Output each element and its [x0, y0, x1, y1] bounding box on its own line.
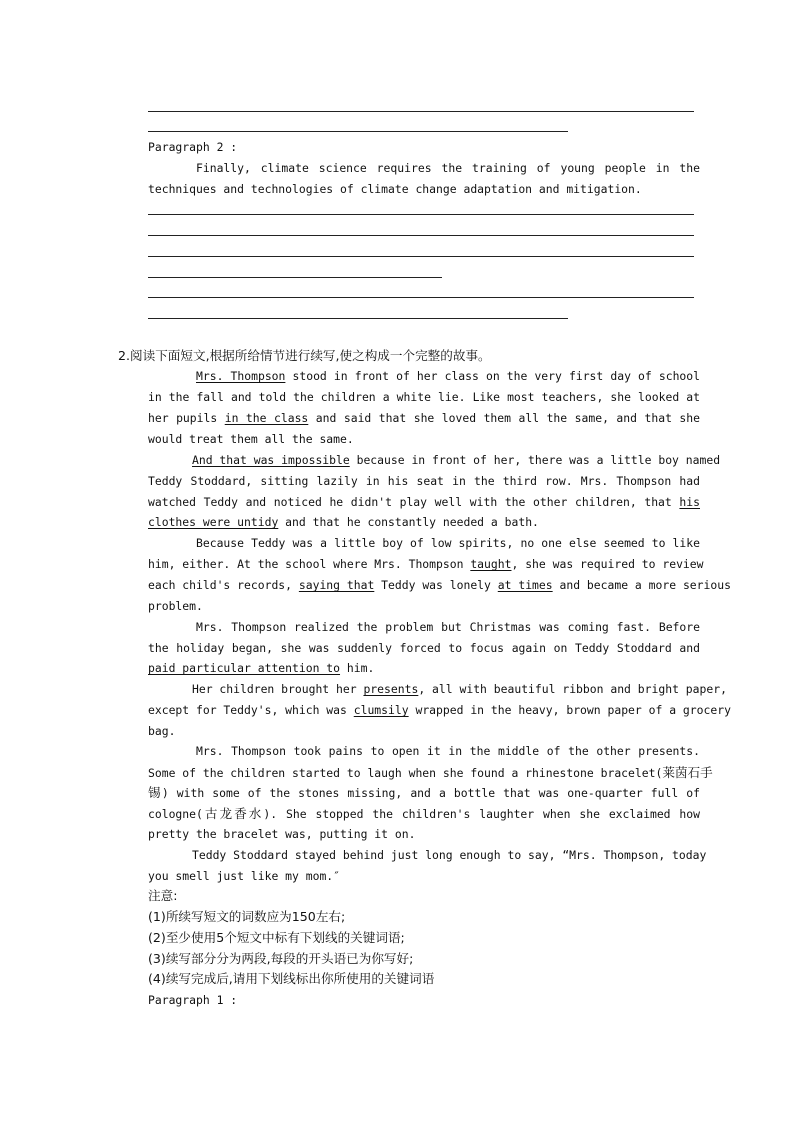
key-phrase: clothes were untidy	[148, 515, 279, 529]
answer-line	[148, 214, 694, 215]
paragraph-2-opening-line: Finally, climate science requires the training of young people in the	[196, 161, 700, 175]
answer-line	[148, 111, 694, 112]
story-text: watched Teddy and noticed he didn't play well with the other children, that	[148, 495, 680, 509]
story-line	[148, 575, 731, 596]
key-phrase: Mrs. Thompson	[196, 369, 286, 383]
story-text: because in front of her, there was a little boy named	[349, 453, 721, 467]
story-text: ) with some of the stones missing, and a bottle that was one-quarter full of	[161, 786, 700, 800]
story-text: wrapped in the heavy, brown paper of a grocery	[408, 703, 731, 717]
key-phrase: his	[679, 495, 700, 509]
answer-line	[148, 318, 568, 319]
story-line: Mrs. Thompson took pains to open it in the middle of the other presents.	[196, 744, 700, 758]
story-text: Her children brought her	[192, 682, 364, 696]
story-text: and said that she loved them all the same, and that she	[308, 411, 700, 425]
story-line: Teddy Stoddard stayed behind just long enough to say, “Mrs. Thompson, today	[192, 848, 707, 862]
note-item: (1)所续写短文的词数应为150左右;	[148, 909, 346, 924]
answer-line	[148, 256, 694, 257]
answer-line	[148, 235, 694, 236]
story-line: would treat them all the same.	[148, 432, 354, 446]
story-line	[148, 700, 731, 721]
story-text-cjk: 古龙香水	[202, 806, 264, 821]
answer-line	[148, 277, 442, 278]
notes-title: 注意:	[148, 888, 178, 903]
story-text: ). She stopped the children's laughter when she exclaimed how	[263, 807, 700, 821]
answer-line	[148, 131, 568, 132]
story-text: stood in front of her class on the very first day of school	[285, 369, 701, 383]
question-instruction: 2.阅读下面短文,根据所给情节进行续写,使之构成一个完整的故事。	[118, 348, 491, 363]
story-line: in the fall and told the children a white lie. Like most teachers, she looked at	[148, 390, 700, 404]
story-line	[148, 803, 700, 825]
note-item: (2)至少使用5个短文中标有下划线的关键词语;	[148, 930, 405, 945]
story-line: Teddy Stoddard, sitting lazily in his seat in the third row. Mrs. Thompson had	[148, 474, 700, 488]
story-text: Teddy was lonely	[374, 578, 498, 592]
story-text-cjk: 锡	[148, 785, 162, 800]
story-text: , all with beautiful ribbon and bright paper,	[418, 682, 727, 696]
story-line	[148, 762, 713, 784]
note-item: (4)续写完成后,请用下划线标出你所使用的关键词语	[148, 971, 435, 986]
story-text: each child's records,	[148, 578, 299, 592]
answer-line	[148, 297, 694, 298]
story-text: him.	[340, 661, 375, 675]
story-line	[148, 679, 727, 700]
story-text: and that he constantly needed a bath.	[278, 515, 539, 529]
key-phrase: paid particular attention to	[148, 661, 341, 675]
key-phrase: at times	[497, 578, 553, 592]
story-line	[148, 366, 700, 387]
key-phrase: And that was impossible	[192, 453, 350, 467]
story-line	[148, 492, 700, 513]
story-line	[148, 450, 721, 471]
story-text: Some of the children started to laugh when she found a rhinestone bracelet(	[148, 766, 663, 780]
story-line	[148, 554, 704, 575]
paragraph-1-label: Paragraph 1 :	[148, 993, 238, 1007]
story-text-cjk: 莱茵石手	[662, 765, 713, 780]
paragraph-2-opening-line: techniques and technologies of climate change adaptation and mitigation.	[148, 182, 642, 196]
key-phrase: saying that	[298, 578, 375, 592]
story-line: you smell just like my mom.″	[148, 869, 341, 883]
key-phrase: taught	[470, 557, 512, 571]
story-text: cologne(	[148, 807, 203, 821]
story-text: her pupils	[148, 411, 225, 425]
story-line: Because Teddy was a little boy of low spirits, no one else seemed to like	[196, 536, 700, 550]
key-phrase: in the class	[224, 411, 309, 425]
story-line	[148, 408, 700, 429]
story-line: the holiday began, she was suddenly forced to focus again on Teddy Stoddard and	[148, 641, 700, 655]
story-line: pretty the bracelet was, putting it on.	[148, 827, 416, 841]
story-line	[148, 658, 700, 679]
story-text: and became a more serious	[552, 578, 731, 592]
story-line: problem.	[148, 599, 203, 613]
key-phrase: clumsily	[353, 703, 409, 717]
story-text: him, either. At the school where Mrs. Thompson	[148, 557, 471, 571]
story-text: except for Teddy's, which was	[148, 703, 354, 717]
story-line	[148, 782, 700, 804]
story-text: , she was required to review	[511, 557, 704, 571]
key-phrase: presents	[363, 682, 419, 696]
note-item: (3)续写部分分为两段,每段的开头语已为你写好;	[148, 951, 414, 966]
paragraph-2-label: Paragraph 2 :	[148, 140, 238, 154]
story-line: Mrs. Thompson realized the problem but Christmas was coming fast. Before	[196, 620, 700, 634]
story-line	[148, 512, 700, 533]
story-line: bag.	[148, 724, 176, 738]
